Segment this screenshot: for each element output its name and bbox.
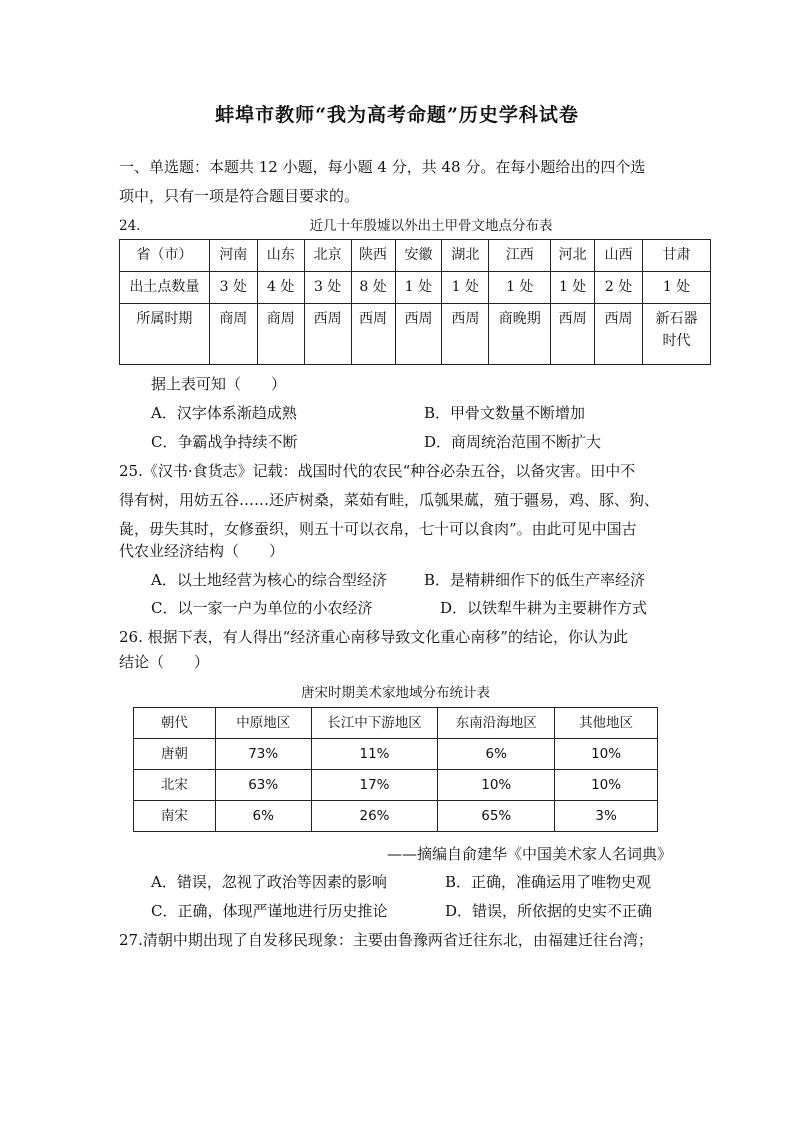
q26-option-d: D．错误，所依据的史实不正确 [445, 902, 653, 920]
table-cell: 山西 [595, 240, 643, 272]
table-cell: 江西 [489, 240, 551, 272]
q24-option-c: C．争霸战争持续不断 [151, 433, 298, 451]
table-cell: 8 处 [351, 272, 395, 304]
table-cell: 湖北 [442, 240, 489, 272]
q26-table-title: 唐宋时期美术家地域分布统计表 [301, 685, 490, 701]
table-cell: 西周 [395, 304, 442, 365]
table-cell: 西周 [595, 304, 643, 365]
table-cell: 唐朝 [134, 739, 216, 770]
table-cell: 北宋 [134, 770, 216, 801]
table-cell: 2 处 [595, 272, 643, 304]
table-cell: 6% [438, 739, 555, 770]
table-cell: 65% [438, 801, 555, 832]
q25-option-a: A．以土地经营为核心的综合型经济 [151, 571, 387, 589]
table-cell: 河南 [209, 240, 257, 272]
table-cell: 1 处 [489, 272, 551, 304]
table-cell: 3 处 [209, 272, 257, 304]
table-cell: 省（市） [120, 240, 210, 272]
q24-option-a: A．汉字体系渐趋成熟 [151, 404, 297, 422]
table-cell: 73% [215, 739, 311, 770]
q26-artist-distribution-table [133, 707, 658, 832]
table-cell: 西周 [442, 304, 489, 365]
q25-option-b: B．是精耕细作下的低生产率经济 [424, 571, 646, 589]
table-cell: 西周 [351, 304, 395, 365]
table-cell: 商周 [209, 304, 257, 365]
table-cell: 出土点数量 [120, 272, 210, 304]
table-cell: 3% [555, 801, 658, 832]
table-cell: 西周 [551, 304, 595, 365]
q26-option-c: C．正确，体现严谨地进行历史推论 [151, 902, 388, 920]
q24-row-count [120, 272, 711, 304]
q24-number: 24. [119, 218, 141, 234]
table-cell: 北京 [304, 240, 351, 272]
table-row [134, 739, 658, 770]
q25-option-d: D．以铁犁牛耕为主要耕作方式 [440, 599, 648, 617]
q26-line-1: 26. 根据下表，有人得出“经济重心南移导致文化重心南移”的结论，你认为此 [119, 628, 628, 646]
table-cell: 安徽 [395, 240, 442, 272]
table-cell: 10% [555, 770, 658, 801]
q25-option-c: C．以一家一户为单位的小农经济 [151, 599, 373, 617]
q24-option-b: B．甲骨文数量不断增加 [424, 404, 586, 422]
q25-line-1: 25.《汉书·食货志》记载：战国时代的农民“种谷必杂五谷，以备灾害。田中不 [119, 462, 636, 480]
q24-table-title: 近几十年殷墟以外出土甲骨文地点分布表 [309, 218, 553, 234]
table-header-row [134, 708, 658, 739]
table-cell: 陕西 [351, 240, 395, 272]
table-cell: 1 处 [551, 272, 595, 304]
table-cell: 山东 [257, 240, 304, 272]
table-header-cell: 其他地区 [555, 708, 658, 739]
q24-row-province [120, 240, 711, 272]
table-cell: 11% [311, 739, 438, 770]
q26-option-b: B．正确，准确运用了唯物史观 [445, 873, 652, 891]
section-instructions-line-1: 一、单选题：本题共 12 小题，每小题 4 分，共 48 分。在每小题给出的四个选 [119, 158, 646, 176]
table-cell: 1 处 [395, 272, 442, 304]
table-header-cell: 长江中下游地区 [311, 708, 438, 739]
table-row [134, 801, 658, 832]
table-cell: 4 处 [257, 272, 304, 304]
table-cell: 6% [215, 801, 311, 832]
q24-option-d: D．商周统治范围不断扩大 [424, 433, 602, 451]
table-cell: 新石器时代 [643, 304, 711, 365]
table-cell: 所属时期 [120, 304, 210, 365]
section-instructions-line-2: 项中，只有一项是符合题目要求的。 [119, 187, 360, 205]
q27-line-1: 27.清朝中期出现了自发移民现象：主要由鲁豫两省迁往东北，由福建迁往台湾； [119, 931, 653, 949]
table-header-cell: 东南沿海地区 [438, 708, 555, 739]
q24-row-period [120, 304, 711, 365]
q25-line-3: 彘，毋失其时，女修蚕织，则五十可以衣帛，七十可以食肉”。由此可见中国古 [119, 520, 637, 538]
table-cell: 3 处 [304, 272, 351, 304]
q25-line-2: 得有树，用妨五谷……还庐树桑，菜茹有畦，瓜瓠果蓏，殖于疆易，鸡、豚、狗、 [119, 491, 660, 509]
table-row [134, 770, 658, 801]
table-cell: 1 处 [442, 272, 489, 304]
table-cell: 南宋 [134, 801, 216, 832]
table-cell: 商周 [257, 304, 304, 365]
q24-stem: 据上表可知（ ） [151, 375, 287, 393]
table-cell: 甘肃 [643, 240, 711, 272]
table-cell: 西周 [304, 304, 351, 365]
q25-line-4: 代农业经济结构（ ） [119, 542, 285, 560]
table-cell: 10% [438, 770, 555, 801]
table-cell: 26% [311, 801, 438, 832]
q26-source: ——摘编自俞建华《中国美术家人名词典》 [386, 845, 672, 863]
q26-option-a: A．错误，忽视了政治等因素的影响 [151, 873, 387, 891]
table-cell: 17% [311, 770, 438, 801]
table-cell: 63% [215, 770, 311, 801]
q24-oracle-bone-table [119, 239, 711, 365]
table-cell: 10% [555, 739, 658, 770]
table-cell: 商晚期 [489, 304, 551, 365]
exam-title: 蚌埠市教师“我为高考命题”历史学科试卷 [215, 104, 579, 126]
q26-line-2: 结论（ ） [119, 653, 210, 671]
table-header-cell: 中原地区 [215, 708, 311, 739]
table-cell: 1 处 [643, 272, 711, 304]
table-header-cell: 朝代 [134, 708, 216, 739]
table-cell: 河北 [551, 240, 595, 272]
